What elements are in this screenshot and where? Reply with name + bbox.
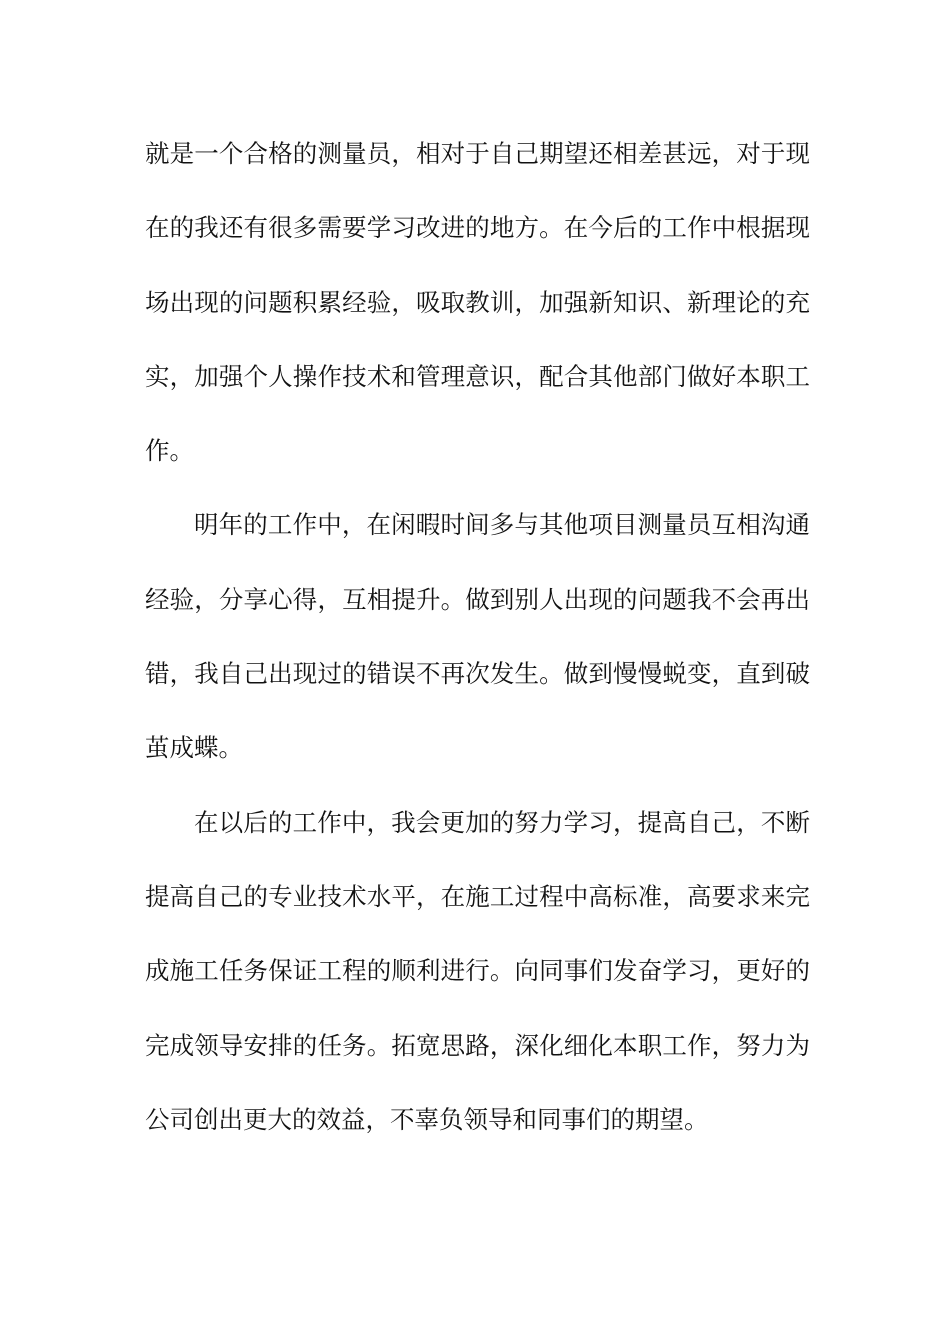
paragraph-line: 成施工任务保证工程的顺利进行。向同事们发奋学习，更好的 <box>145 956 810 986</box>
paragraph-line: 错，我自己出现过的错误不再次发生。做到慢慢蜕变，直到破 <box>145 659 810 689</box>
paragraph-line: 公司创出更大的效益，不辜负领导和同事们的期望。 <box>145 1104 709 1134</box>
paragraph-line: 在的我还有很多需要学习改进的地方。在今后的工作中根据现 <box>145 213 810 243</box>
paragraph-3 <box>145 791 810 1162</box>
paragraph-1 <box>145 122 810 493</box>
paragraph-2 <box>145 493 810 790</box>
document-body <box>145 122 810 1162</box>
paragraph-line: 完成领导安排的任务。拓宽思路，深化细化本职工作，努力为 <box>145 1030 810 1060</box>
paragraph-line: 就是一个合格的测量员，相对于自己期望还相差甚远，对于现 <box>145 139 810 168</box>
paragraph-line: 提高自己的专业技术水平，在施工过程中高标准，高要求来完 <box>145 881 810 911</box>
paragraph-line: 实，加强个人操作技术和管理意识，配合其他部门做好本职工 <box>145 361 810 391</box>
paragraph-line: 经验，分享心得，互相提升。做到别人出现的问题我不会再出 <box>145 584 810 614</box>
paragraph-line: 明年的工作中，在闲暇时间多与其他项目测量员互相沟通 <box>194 510 810 540</box>
paragraph-line: 在以后的工作中，我会更加的努力学习，提高自己，不断 <box>194 807 810 837</box>
paragraph-line: 场出现的问题积累经验，吸取教训，加强新知识、新理论的充 <box>145 287 810 317</box>
paragraph-line: 茧成蝶。 <box>145 733 243 763</box>
paragraph-line: 作。 <box>145 436 194 466</box>
